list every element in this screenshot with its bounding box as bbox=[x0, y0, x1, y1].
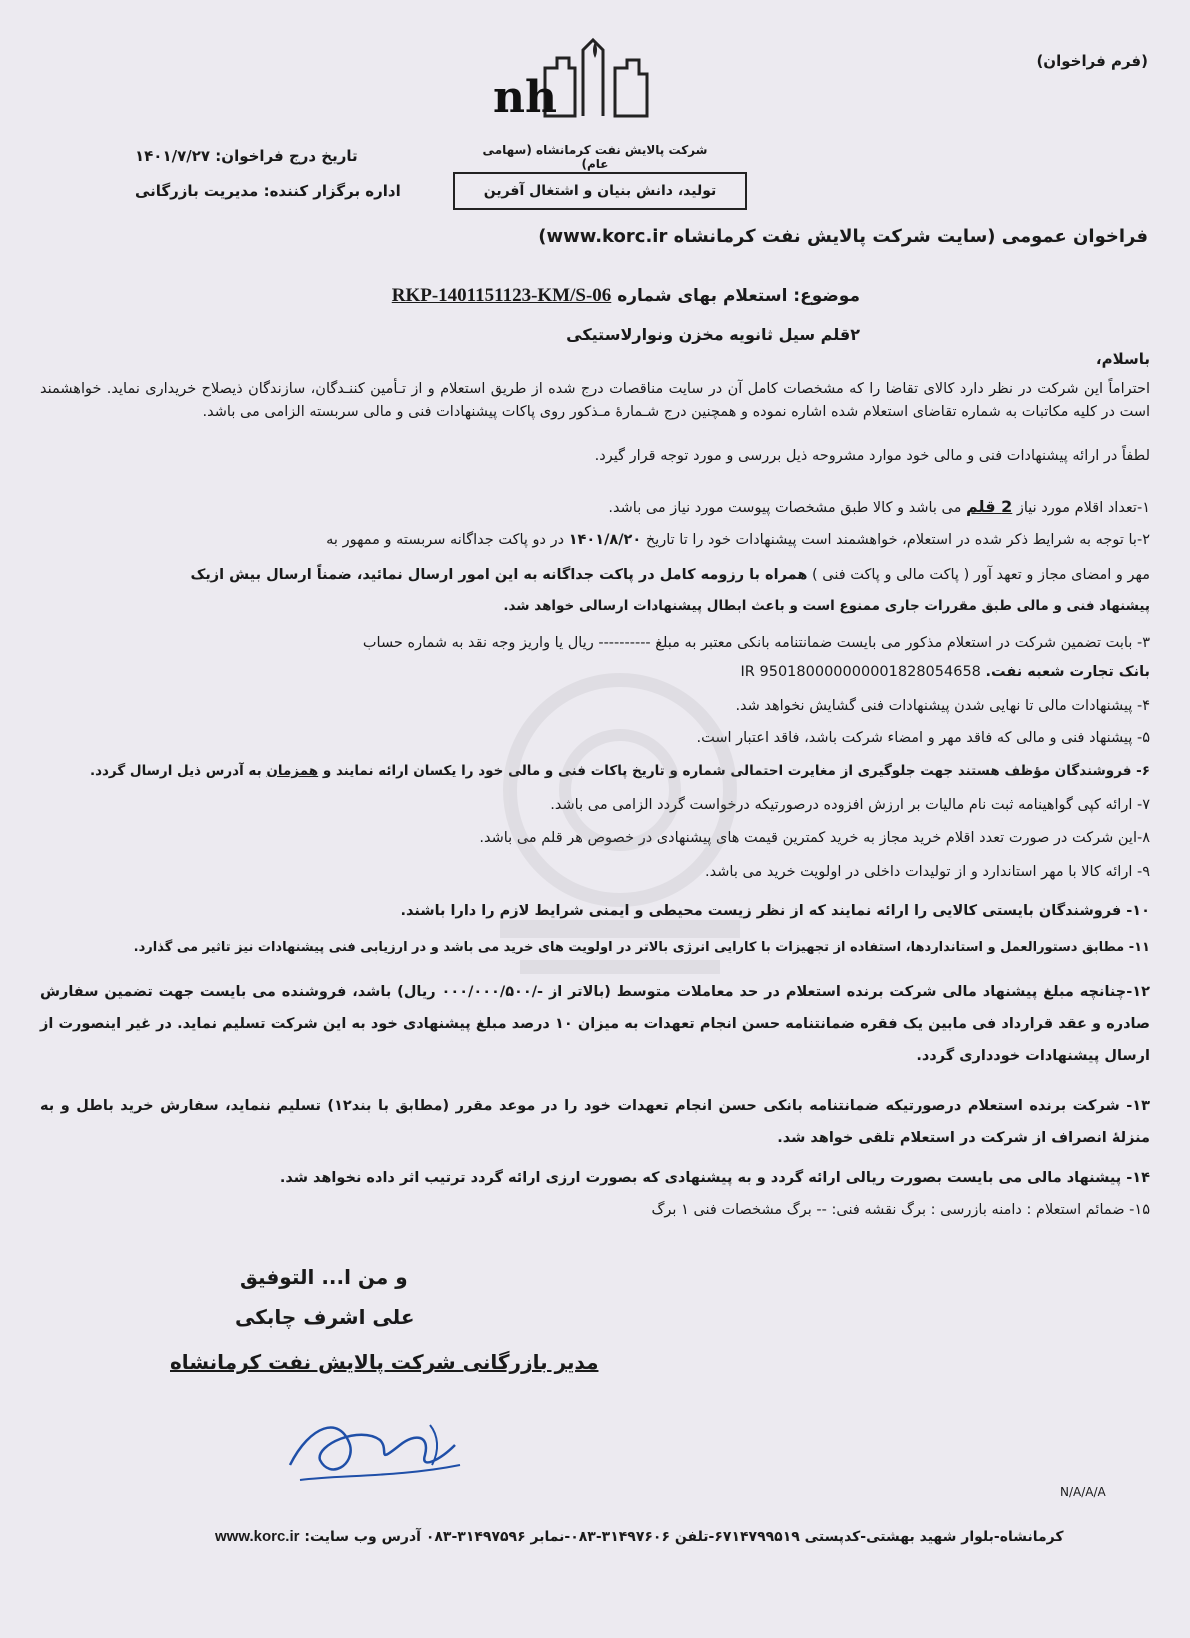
bank-name: بانک تجارت شعبه نفت. bbox=[985, 664, 1150, 680]
item-2-note: پیشنهاد فنی و مالی طبق مقررات جاری ممنوع است و باعث ابطال پیشنهادات ارسالی خواهد شد. bbox=[503, 598, 1150, 614]
subject-prefix: موضوع: استعلام بهای شماره bbox=[617, 286, 860, 306]
slogan-box bbox=[453, 172, 747, 210]
footer-website-link[interactable]: www.korc.ir bbox=[215, 1528, 300, 1545]
korc-logo-icon bbox=[493, 38, 655, 123]
form-label: (فرم فراخوان) bbox=[1036, 52, 1148, 70]
intro-note: لطفاً در ارائه پیشنهادات فنی و مالی خود موارد مشروحه ذیل بررسی و مورد توجه قرار گیرد. bbox=[594, 448, 1150, 464]
greeting: باسلام، bbox=[1095, 350, 1150, 368]
item-6: ۶- فروشندگان مؤظف هستند جهت جلوگیری از مغایرت احتمالی شماره و تاریخ پاکات فنی و مالی خود را یکسان ارائه نمایند و همزمان به آدرس ذیل ارسال گردد. bbox=[89, 763, 1150, 779]
item-5: ۵- پیشنهاد فنی و مالی که فاقد مهر و امضاء شرکت باشد، فاقد اعتبار است. bbox=[696, 730, 1150, 746]
organizing-department: اداره برگزار کننده: مدیریت بازرگانی bbox=[135, 182, 401, 200]
page-title: فراخوان عمومی (سایت شرکت پالایش نفت کرمانشاه www.korc.ir) bbox=[538, 226, 1148, 247]
item-4: ۴- پیشنهادات مالی تا نهایی شدن پیشنهادات فنی گشایش نخواهد شد. bbox=[735, 698, 1150, 714]
item-2-cont: مهر و امضای مجاز و تعهد آور ( پاکت مالی و پاکت فنی ) همراه با رزومه کامل در پاکت جداگانه به این امور ارسال نمائید، ضمناً ارسال بیش ازیک bbox=[190, 567, 1150, 583]
publish-date: تاریخ درج فراخوان: ۱۴۰۱/۷/۲۷ bbox=[135, 147, 358, 165]
item-14: ۱۴- پیشنهاد مالی می بایست بصورت ریالی ارائه گردد و به پیشنهادی که بصورت ارزی ارائه گردد ترتیب اثر داده نخواهد شد. bbox=[279, 1170, 1150, 1186]
item-12: ۱۲-چنانچه مبلغ پیشنهاد مالی شرکت برنده استعلام در حد معاملات متوسط (بالاتر از -/۰۰۰/۰۰۰/۵۰۰ ریال) باشد، فروشنده می بایست جهت تضمین سفارش صادره و عقد قرارداد فی مابین یک فقره ضمانتنامه حسن انجام تعهدات به میزان ۱۰ درصد مبلغ پیشنهادی خود به این شرکت تسلیم نماید. در غیر اینصورت از ارسال پیشنهادات خودداری گردد. bbox=[40, 984, 1150, 1064]
item-7: ۷- ارائه کپی گواهینامه ثبت نام مالیات بر ارزش افزوده درصورتیکه درخواست گردد الزامی می باشد. bbox=[550, 797, 1150, 813]
iban-number: IR 950180000000001828054658 bbox=[740, 664, 981, 680]
signer-name: علی اشرف چابکی bbox=[235, 1305, 415, 1329]
item-1: ۱-تعداد اقلام مورد نیاز 2 قلم می باشد و کالا طبق مشخصات پیوست مورد نیاز می باشد. bbox=[608, 497, 1150, 516]
handwritten-signature bbox=[280, 1405, 480, 1495]
inquiry-code: RKP-1401151123-KM/S-06 bbox=[391, 285, 612, 306]
watermark-logo bbox=[440, 640, 800, 1040]
item-9: ۹- ارائه کالا با مهر استاندارد و از تولیدات داخلی در اولویت خرید می باشد. bbox=[705, 864, 1150, 880]
item-1-quantity: 2 قلم bbox=[966, 497, 1013, 516]
item-13: ۱۳- شرکت برنده استعلام درصورتیکه ضمانتنامه بانکی حسن انجام تعهدات خود را در موعد مقرر (مطابق با بند۱۲) تسلیم ننماید، سفارش خرید باطل و به منزلۀ انصراف از شرکت در استعلام تلقی خواهد شد. bbox=[40, 1098, 1150, 1146]
closing-phrase: و من ا... التوفیق bbox=[240, 1265, 408, 1289]
subject-item: ۲قلم سیل ثانویه مخزن ونوارلاستیکی bbox=[566, 325, 860, 344]
item-3: ۳- بابت تضمین شرکت در استعلام مذکور می بایست ضمانتنامه بانکی معتبر به مبلغ ---------- ریال یا واریز وجه نقد به شماره حساب bbox=[362, 635, 1150, 651]
intro-paragraph: احتراماً این شرکت در نظر دارد کالای تقاضا را که مشخصات کامل آن در سایت مناقصات درج شده از طریق استعلام و از تـأمین کننـدگان، سازندگان ذیصلاح خریداری نماید. خواهشمند است در کلیه مکاتبات به شماره تقاضای استعلام شده اشاره نموده و همچنین درج شـمارۀ مـذکور روی پاکات پیشنهادات فنی و مالی سربسته الزامی می باشد. bbox=[40, 381, 1150, 420]
item-8: ۸-این شرکت در صورت تعدد اقلام خرید مجاز به خرید کمترین قیمت های پیشنهادی در خصوص هر قلم می باشد. bbox=[479, 830, 1150, 846]
company-name: شرکت پالایش نفت کرمانشاه (سهامی عام) bbox=[482, 143, 708, 171]
footer-address bbox=[215, 1528, 1064, 1545]
deadline-date: ۱۴۰۱/۸/۲۰ bbox=[568, 532, 642, 548]
item-10: ۱۰- فروشندگان بایستی کالایی را ارائه نمایند که از نظر زیست محیطی و ایمنی شرایط لازم را دارا باشند. bbox=[400, 903, 1150, 919]
slogan-text: تولید، دانش بنیان و اشتغال آفرین bbox=[483, 183, 717, 199]
subject-line bbox=[392, 285, 860, 307]
logo-letters: nh bbox=[493, 72, 557, 123]
item-11: ۱۱- مطابق دستورالعمل و استانداردها، استفاده از تجهیزات با کارایی انرژی بالاتر در اولویت های خرید می باشد و در ارزیابی فنی پیشنهادات نیز تاثیر می گذارد. bbox=[133, 940, 1150, 955]
item-3-account bbox=[741, 664, 1150, 680]
item-15: ۱۵- ضمائم استعلام : دامنه بازرسی : برگ نقشه فنی: -- برگ مشخصات فنی ۱ برگ bbox=[651, 1202, 1150, 1218]
item-2: ۲-با توجه به شرایط ذکر شده در استعلام، خواهشمند است پیشنهادات خود را تا تاریخ ۱۴۰۱/۸/۲۰ در دو پاکت جداگانه سربسته و ممهور به bbox=[326, 532, 1150, 548]
signer-title: مدیر بازرگانی شرکت پالایش نفت کرمانشاه bbox=[170, 1350, 599, 1374]
reference-code: N/A/A/A bbox=[1060, 1485, 1106, 1499]
footer-address-text: کرمانشاه-بلوار شهید بهشتی-کدپستی ۶۷۱۴۷۹۹۵۱۹-تلفن ۳۱۴۹۷۶۰۶-۰۸۳-نمابر ۳۱۴۹۷۵۹۶-۰۸۳ آدرس وب سایت: bbox=[304, 1529, 1064, 1545]
